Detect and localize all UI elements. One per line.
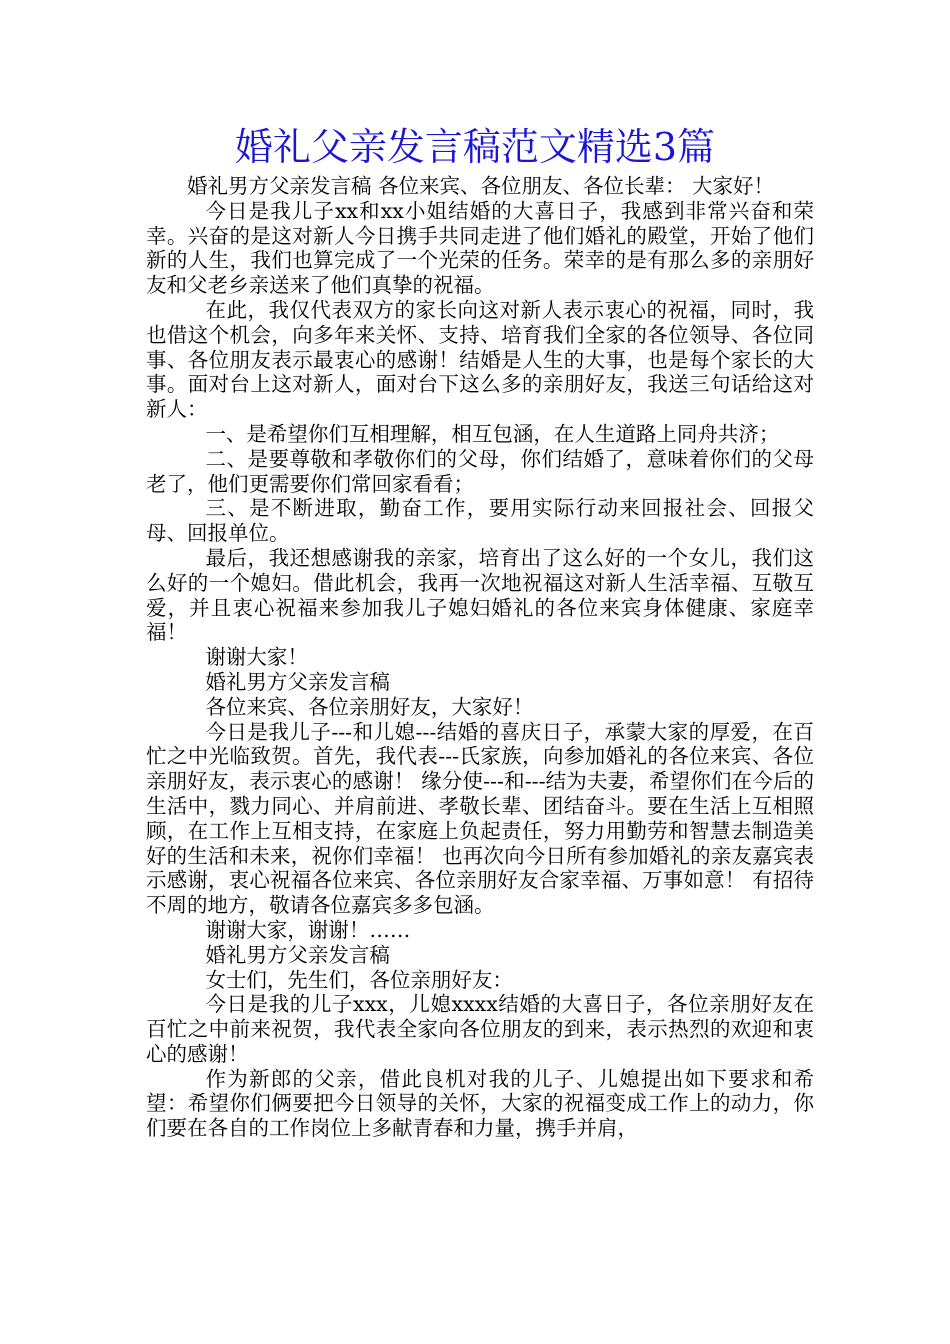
paragraph: 三、是不断进取，勤奋工作，要用实际行动来回报社会、回报父母、回报单位。 (146, 496, 814, 546)
paragraph: 谢谢大家，谢谢！…… (205, 917, 411, 942)
paragraph: 婚礼男方父亲发言稿 (205, 942, 390, 967)
paragraph: 最后，我还想感谢我的亲家，培育出了这么好的一个女儿，我们这么好的一个媳妇。借此机会，我再一次地祝福这对新人生活幸福、互敬互爱，并且衷心祝福来参加我儿子媳妇婚礼的各位来宾身体健康、家庭幸福！ (146, 545, 814, 645)
paragraph: 在此，我仅代表双方的家长向这对新人表示衷心的祝福，同时，我也借这个机会，向多年来关怀、支持、培育我们全家的各位领导、各位同事、各位朋友表示最衷心的感谢！结婚是人生的大事，也是每个家长的大事。面对台上这对新人，面对台下这么多的亲朋好友，我送三句话给这对新人： (146, 297, 814, 422)
paragraph: 婚礼男方父亲发言稿 各位来宾、各位朋友、各位长辈： 大家好！ (187, 174, 775, 198)
paragraph: 一、是希望你们互相理解，相互包涵，在人生道路上同舟共济； (205, 421, 780, 446)
paragraph: 婚礼男方父亲发言稿 (205, 669, 390, 694)
paragraph: 二、是要尊敬和孝敬你们的父母，你们结婚了，意味着你们的父母老了，他们更需要你们常回家看看； (146, 446, 814, 496)
paragraph: 谢谢大家！ (205, 645, 308, 670)
paragraph: 今日是我儿子---和儿媳---结婚的喜庆日子，承蒙大家的厚爱，在百忙之中光临致贺。首先，我代表---氏家族，向参加婚礼的各位来宾、各位亲朋好友，表示衷心的感谢！ 缘分使---和---结为夫妻，希望你们在今后的生活中，戮力同心、并肩前进、孝敬长辈、团结奋斗。要在生活上互相照顾，在工作上互相支持，在家庭上负起责任，努力用勤劳和智慧去制造美好的生活和未来，祝你们幸福！ 也再次向今日所有参加婚礼的亲友嘉宾表示感谢，衷心祝福各位来宾、各位亲朋好友合家幸福、万事如意！ 有招待不周的地方，敬请各位嘉宾多多包涵。 (146, 719, 814, 918)
paragraph: 作为新郎的父亲，借此良机对我的儿子、儿媳提出如下要求和希望：希望你们俩要把今日领导的关怀，大家的祝福变成工作上的动力，你们要在各自的工作岗位上多献青春和力量，携手并肩， (146, 1066, 814, 1141)
paragraph: 今日是我的儿子xxx，儿媳xxxx结婚的大喜日子，各位亲朋好友在百忙之中前来祝贺，我代表全家向各位朋友的到来，表示热烈的欢迎和衷心的感谢！ (146, 992, 814, 1066)
document-body (146, 174, 814, 1141)
document-title: 婚礼父亲发言稿范文精选3篇 (234, 125, 716, 169)
paragraph: 今日是我儿子xx和xx小姐结婚的大喜日子，我感到非常兴奋和荣幸。兴奋的是这对新人今日携手共同走进了他们婚礼的殿堂，开始了他们新的人生，我们也算完成了一个光荣的任务。荣幸的是有那么多的亲朋好友和父老乡亲送来了他们真挚的祝福。 (146, 198, 814, 298)
paragraph: 各位来宾、各位亲朋好友，大家好！ (205, 694, 534, 719)
paragraph: 女士们，先生们，各位亲朋好友： (205, 967, 513, 992)
